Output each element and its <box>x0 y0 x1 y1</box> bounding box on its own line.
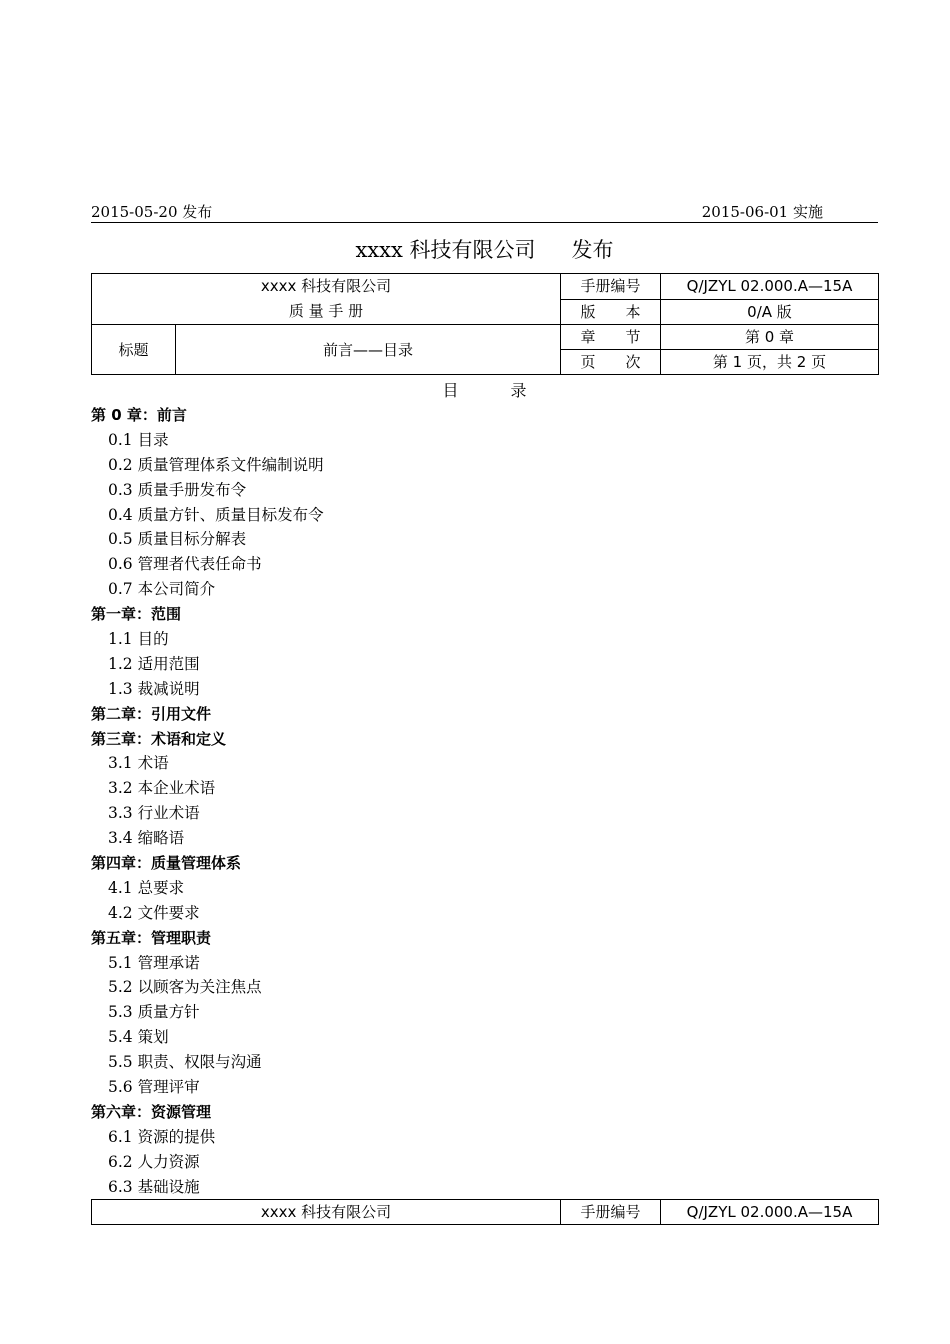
footer-manual-no-label: 手册编号 <box>561 1200 661 1225</box>
toc-section: 3.3 行业术语 <box>108 804 200 823</box>
page-value: 第 1 页，共 2 页 <box>661 350 879 375</box>
toc-section: 0.2 质量管理体系文件编制说明 <box>108 455 324 474</box>
toc-chapter: 第四章：质量管理体系 <box>91 854 242 873</box>
toc-list <box>91 403 878 1200</box>
chapter-value: 第 0 章 <box>661 325 879 350</box>
toc-section: 0.6 管理者代表任命书 <box>108 555 262 574</box>
toc-heading <box>91 379 878 403</box>
toc-section: 6.1 资源的提供 <box>108 1127 216 1146</box>
toc-section: 5.2 以顾客为关注焦点 <box>108 978 262 997</box>
toc-section: 1.3 裁减说明 <box>108 679 200 698</box>
publisher-company: xxxx 科技有限公司 <box>355 238 536 262</box>
manual-no: Q/JZYL 02.000.A—15A <box>661 274 879 300</box>
toc-chapter: 第一章：范围 <box>91 605 182 624</box>
toc-chapter: 第 0 章：前言 <box>91 406 187 424</box>
toc-chapter: 第六章：资源管理 <box>91 1102 212 1121</box>
toc-section: 6.2 人力资源 <box>108 1152 200 1171</box>
toc-section: 5.5 职责、权限与沟通 <box>108 1053 262 1072</box>
release-date: 2015-05-20 发布 <box>91 203 213 221</box>
version-value: 0/A 版 <box>661 299 879 325</box>
header-table <box>91 273 879 375</box>
company-manual-cell <box>92 274 561 325</box>
title-label: 标题 <box>92 325 176 375</box>
toc-section: 5.6 管理评审 <box>108 1078 200 1097</box>
effective-date: 2015-06-01 实施 <box>701 203 823 221</box>
toc-chapter: 第三章：术语和定义 <box>91 729 227 748</box>
toc-heading-char-2: 录 <box>510 381 527 400</box>
chapter-label: 章 节 <box>561 325 661 350</box>
toc-chapter: 第五章：管理职责 <box>91 928 212 947</box>
manual-name: 质 量 手 册 <box>288 302 364 320</box>
toc-section: 6.3 基础设施 <box>108 1177 200 1196</box>
toc-section: 0.3 质量手册发布令 <box>108 480 247 499</box>
manual-no-label: 手册编号 <box>561 274 661 300</box>
toc-section: 0.5 质量目标分解表 <box>108 530 247 549</box>
toc-heading-char-1: 目 <box>442 381 459 400</box>
footer-table <box>91 1199 879 1225</box>
toc-section: 0.1 目录 <box>108 430 169 449</box>
toc-section: 3.1 术语 <box>108 754 169 773</box>
toc-section: 5.1 管理承诺 <box>108 953 200 972</box>
toc-section: 4.1 总要求 <box>108 878 185 897</box>
company-name: xxxx 科技有限公司 <box>260 277 392 295</box>
toc-section: 5.3 质量方针 <box>108 1003 200 1022</box>
title-value: 前言——目录 <box>176 325 561 375</box>
toc-section: 4.2 文件要求 <box>108 903 200 922</box>
publisher-line <box>91 235 878 265</box>
version-label: 版 本 <box>561 299 661 325</box>
toc-chapter: 第二章：引用文件 <box>91 704 212 723</box>
page-label: 页 次 <box>561 350 661 375</box>
date-line <box>91 202 878 223</box>
toc-section: 0.4 质量方针、质量目标发布令 <box>108 505 324 524</box>
toc-section: 0.7 本公司简介 <box>108 580 216 599</box>
toc-section: 5.4 策划 <box>108 1028 169 1047</box>
footer-company: xxxx 科技有限公司 <box>92 1200 561 1225</box>
toc-section: 1.2 适用范围 <box>108 654 200 673</box>
toc-section: 3.4 缩略语 <box>108 829 185 848</box>
toc-section: 3.2 本企业术语 <box>108 779 216 798</box>
publisher-action: 发布 <box>571 238 614 262</box>
toc-section: 1.1 目的 <box>108 630 169 649</box>
footer-manual-no: Q/JZYL 02.000.A—15A <box>661 1200 879 1225</box>
